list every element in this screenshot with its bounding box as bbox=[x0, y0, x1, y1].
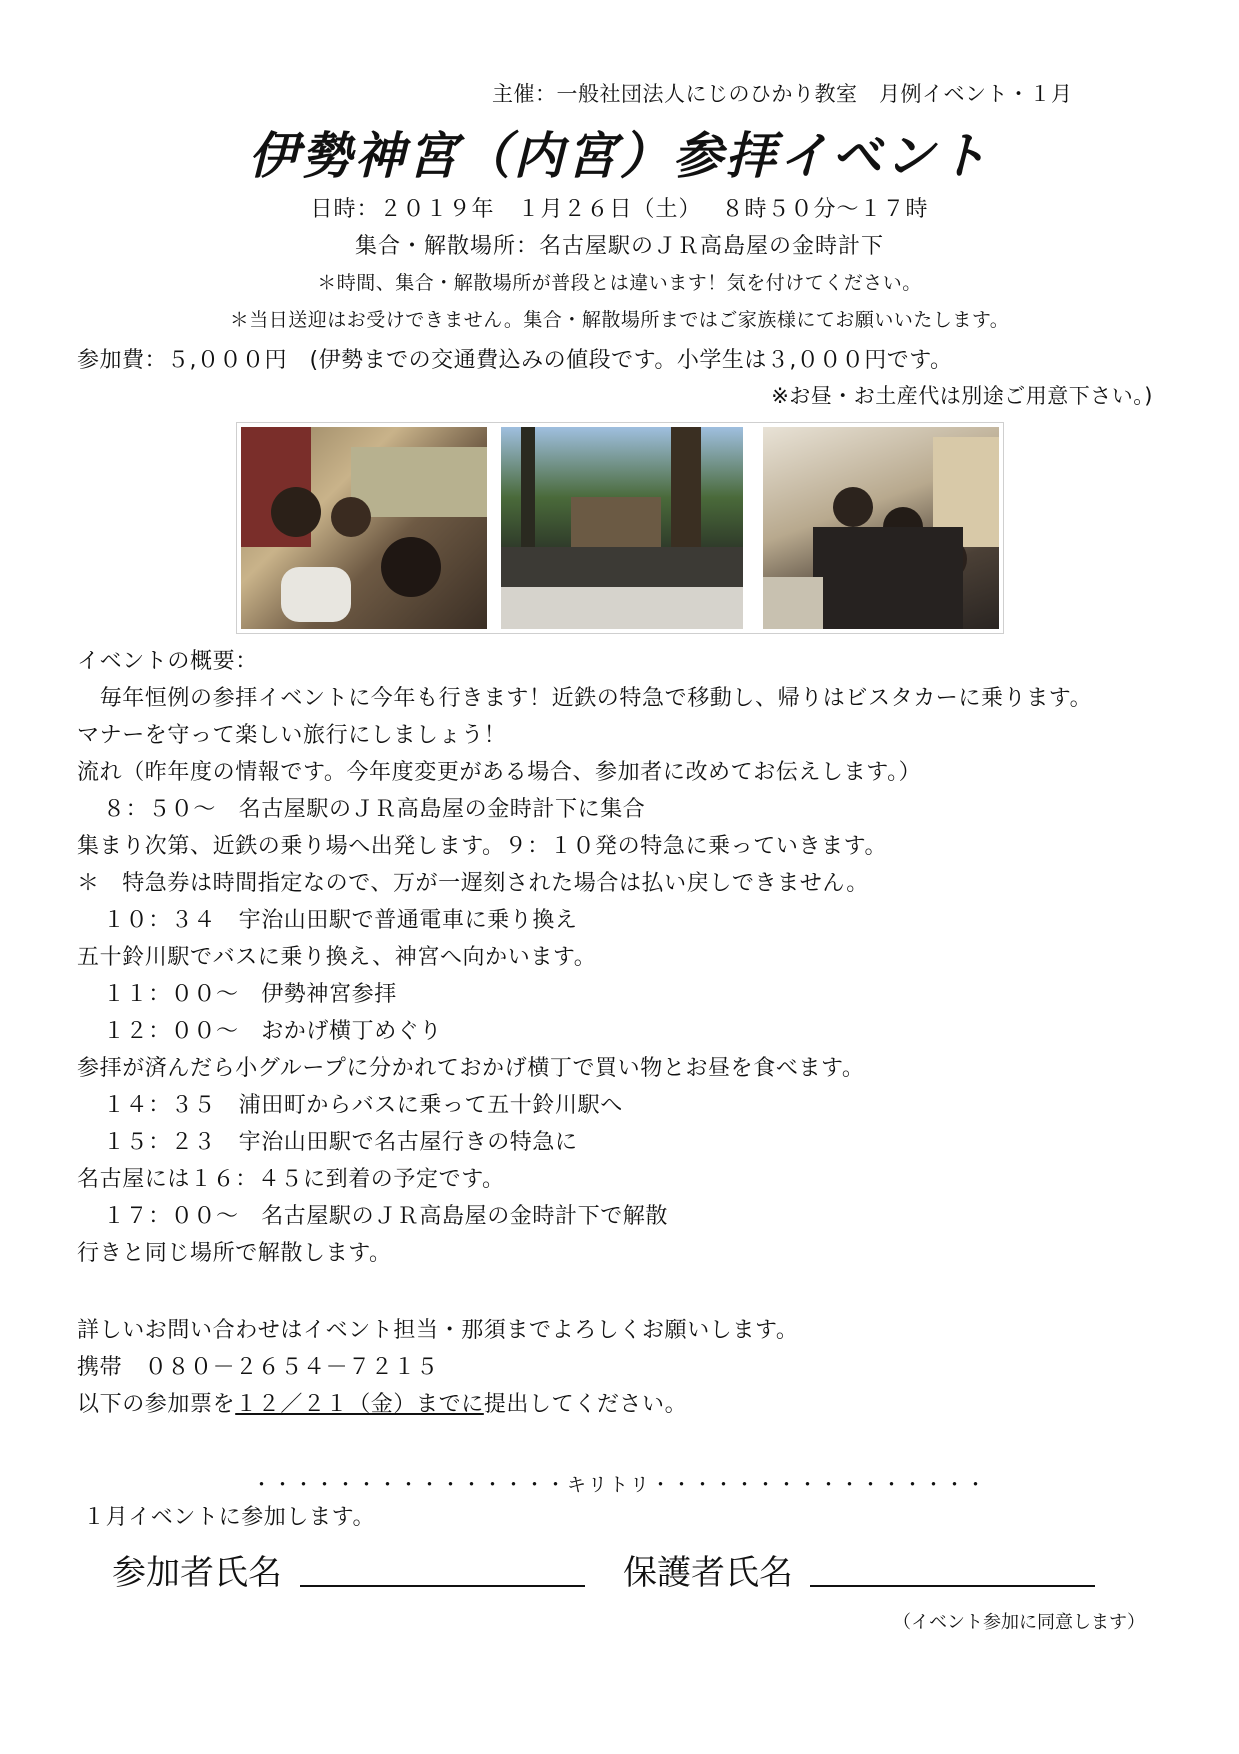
meeting-place: 集合・解散場所：名古屋駅のＪＲ高島屋の金時計下 bbox=[354, 234, 884, 259]
contact-line: 詳しいお問い合わせはイベント担当・那須までよろしくお願いします。 bbox=[77, 1318, 799, 1343]
flow-heading: 流れ（昨年度の情報です。今年度変更がある場合、参加者に改めてお伝えします。） bbox=[77, 760, 922, 785]
notice-time-place: ＊時間、集合・解散場所が普段とは違います！気を付けてください。 bbox=[317, 272, 922, 294]
schedule-line: １０：３４ 宇治山田駅で普通電車に乗り換え bbox=[103, 908, 578, 933]
deadline-suffix: 提出してください。 bbox=[483, 1392, 688, 1417]
overview-text-1: 毎年恒例の参拝イベントに今年も行きます！近鉄の特急で移動し、帰りはビスタカーに乗ります。 bbox=[77, 686, 1093, 711]
schedule-line: １２：００～ おかげ横丁めぐり bbox=[103, 1019, 443, 1044]
deadline-prefix: 以下の参加票を bbox=[77, 1392, 236, 1417]
schedule-line: 五十鈴川駅でバスに乗り換え、神宮へ向かいます。 bbox=[77, 945, 597, 970]
schedule-line: ＊ 特急券は時間指定なので、万が一遅刻された場合は払い戻しできません。 bbox=[77, 871, 869, 896]
organizer-line: 主催：一般社団法人にじのひかり教室 月例イベント・１月 bbox=[492, 82, 1073, 106]
guardian-name-label: 保護者氏名 bbox=[623, 1553, 793, 1593]
event-datetime: 日時：２０１９年 １月２６日（土） ８時５０分～１７時 bbox=[310, 197, 929, 222]
schedule-line: 集まり次第、近鉄の乗り場へ出発します。９：１０発の特急に乗っていきます。 bbox=[77, 834, 888, 859]
fee-note: ※お昼・お土産代は別途ご用意下さい。) bbox=[771, 384, 1153, 408]
schedule-line: 参拝が済んだら小グループに分かれておかげ横丁で買い物とお昼を食べます。 bbox=[77, 1056, 865, 1081]
schedule-line: 名古屋には１６：４５に到着の予定です。 bbox=[77, 1167, 505, 1192]
participation-fee: 参加費：５,０００円 (伊勢までの交通費込みの値段です。小学生は３,０００円です。 bbox=[77, 348, 953, 373]
overview-text-2: マナーを守って楽しい旅行にしましょう！ bbox=[77, 723, 507, 748]
guardian-name-field[interactable] bbox=[810, 1585, 1095, 1587]
schedule-line: 行きと同じ場所で解散します。 bbox=[77, 1241, 392, 1266]
page-title: 伊勢神宮（内宮）参拝イベント bbox=[248, 127, 991, 185]
photo-strip bbox=[236, 422, 1004, 634]
participant-name-field[interactable] bbox=[300, 1585, 585, 1587]
shrine-photo bbox=[501, 427, 743, 629]
deadline-date: １２／２１（金）までに bbox=[235, 1392, 484, 1417]
consent-note: （イベント参加に同意します） bbox=[893, 1612, 1145, 1633]
contact-phone: 携帯 ０８０－２６５４－７２１５ bbox=[77, 1355, 439, 1380]
participant-name-label: 参加者氏名 bbox=[112, 1553, 282, 1593]
schedule-line: １４：３５ 浦田町からバスに乗って五十鈴川駅へ bbox=[103, 1093, 623, 1118]
schedule-line: １５：２３ 宇治山田駅で名古屋行きの特急に bbox=[103, 1130, 578, 1155]
notice-no-pickup: ＊当日送迎はお受けできません。集合・解散場所まではご家族様にてお願いいたします。 bbox=[229, 309, 1010, 331]
schedule-line: １１：００～ 伊勢神宮参拝 bbox=[103, 982, 397, 1007]
schedule-line: ８：５０～ 名古屋駅のＪＲ高島屋の金時計下に集合 bbox=[103, 797, 646, 822]
join-statement: １月イベントに参加します。 bbox=[83, 1505, 376, 1530]
submission-deadline bbox=[77, 1387, 687, 1418]
train-photo bbox=[241, 427, 487, 629]
overview-heading: イベントの概要： bbox=[77, 649, 258, 674]
cut-line: ・・・・・・・・・・・・・・・キリトリ・・・・・・・・・・・・・・・・ bbox=[251, 1474, 987, 1496]
bench-photo bbox=[763, 427, 999, 629]
schedule-line: １７：００～ 名古屋駅のＪＲ高島屋の金時計下で解散 bbox=[103, 1204, 669, 1229]
